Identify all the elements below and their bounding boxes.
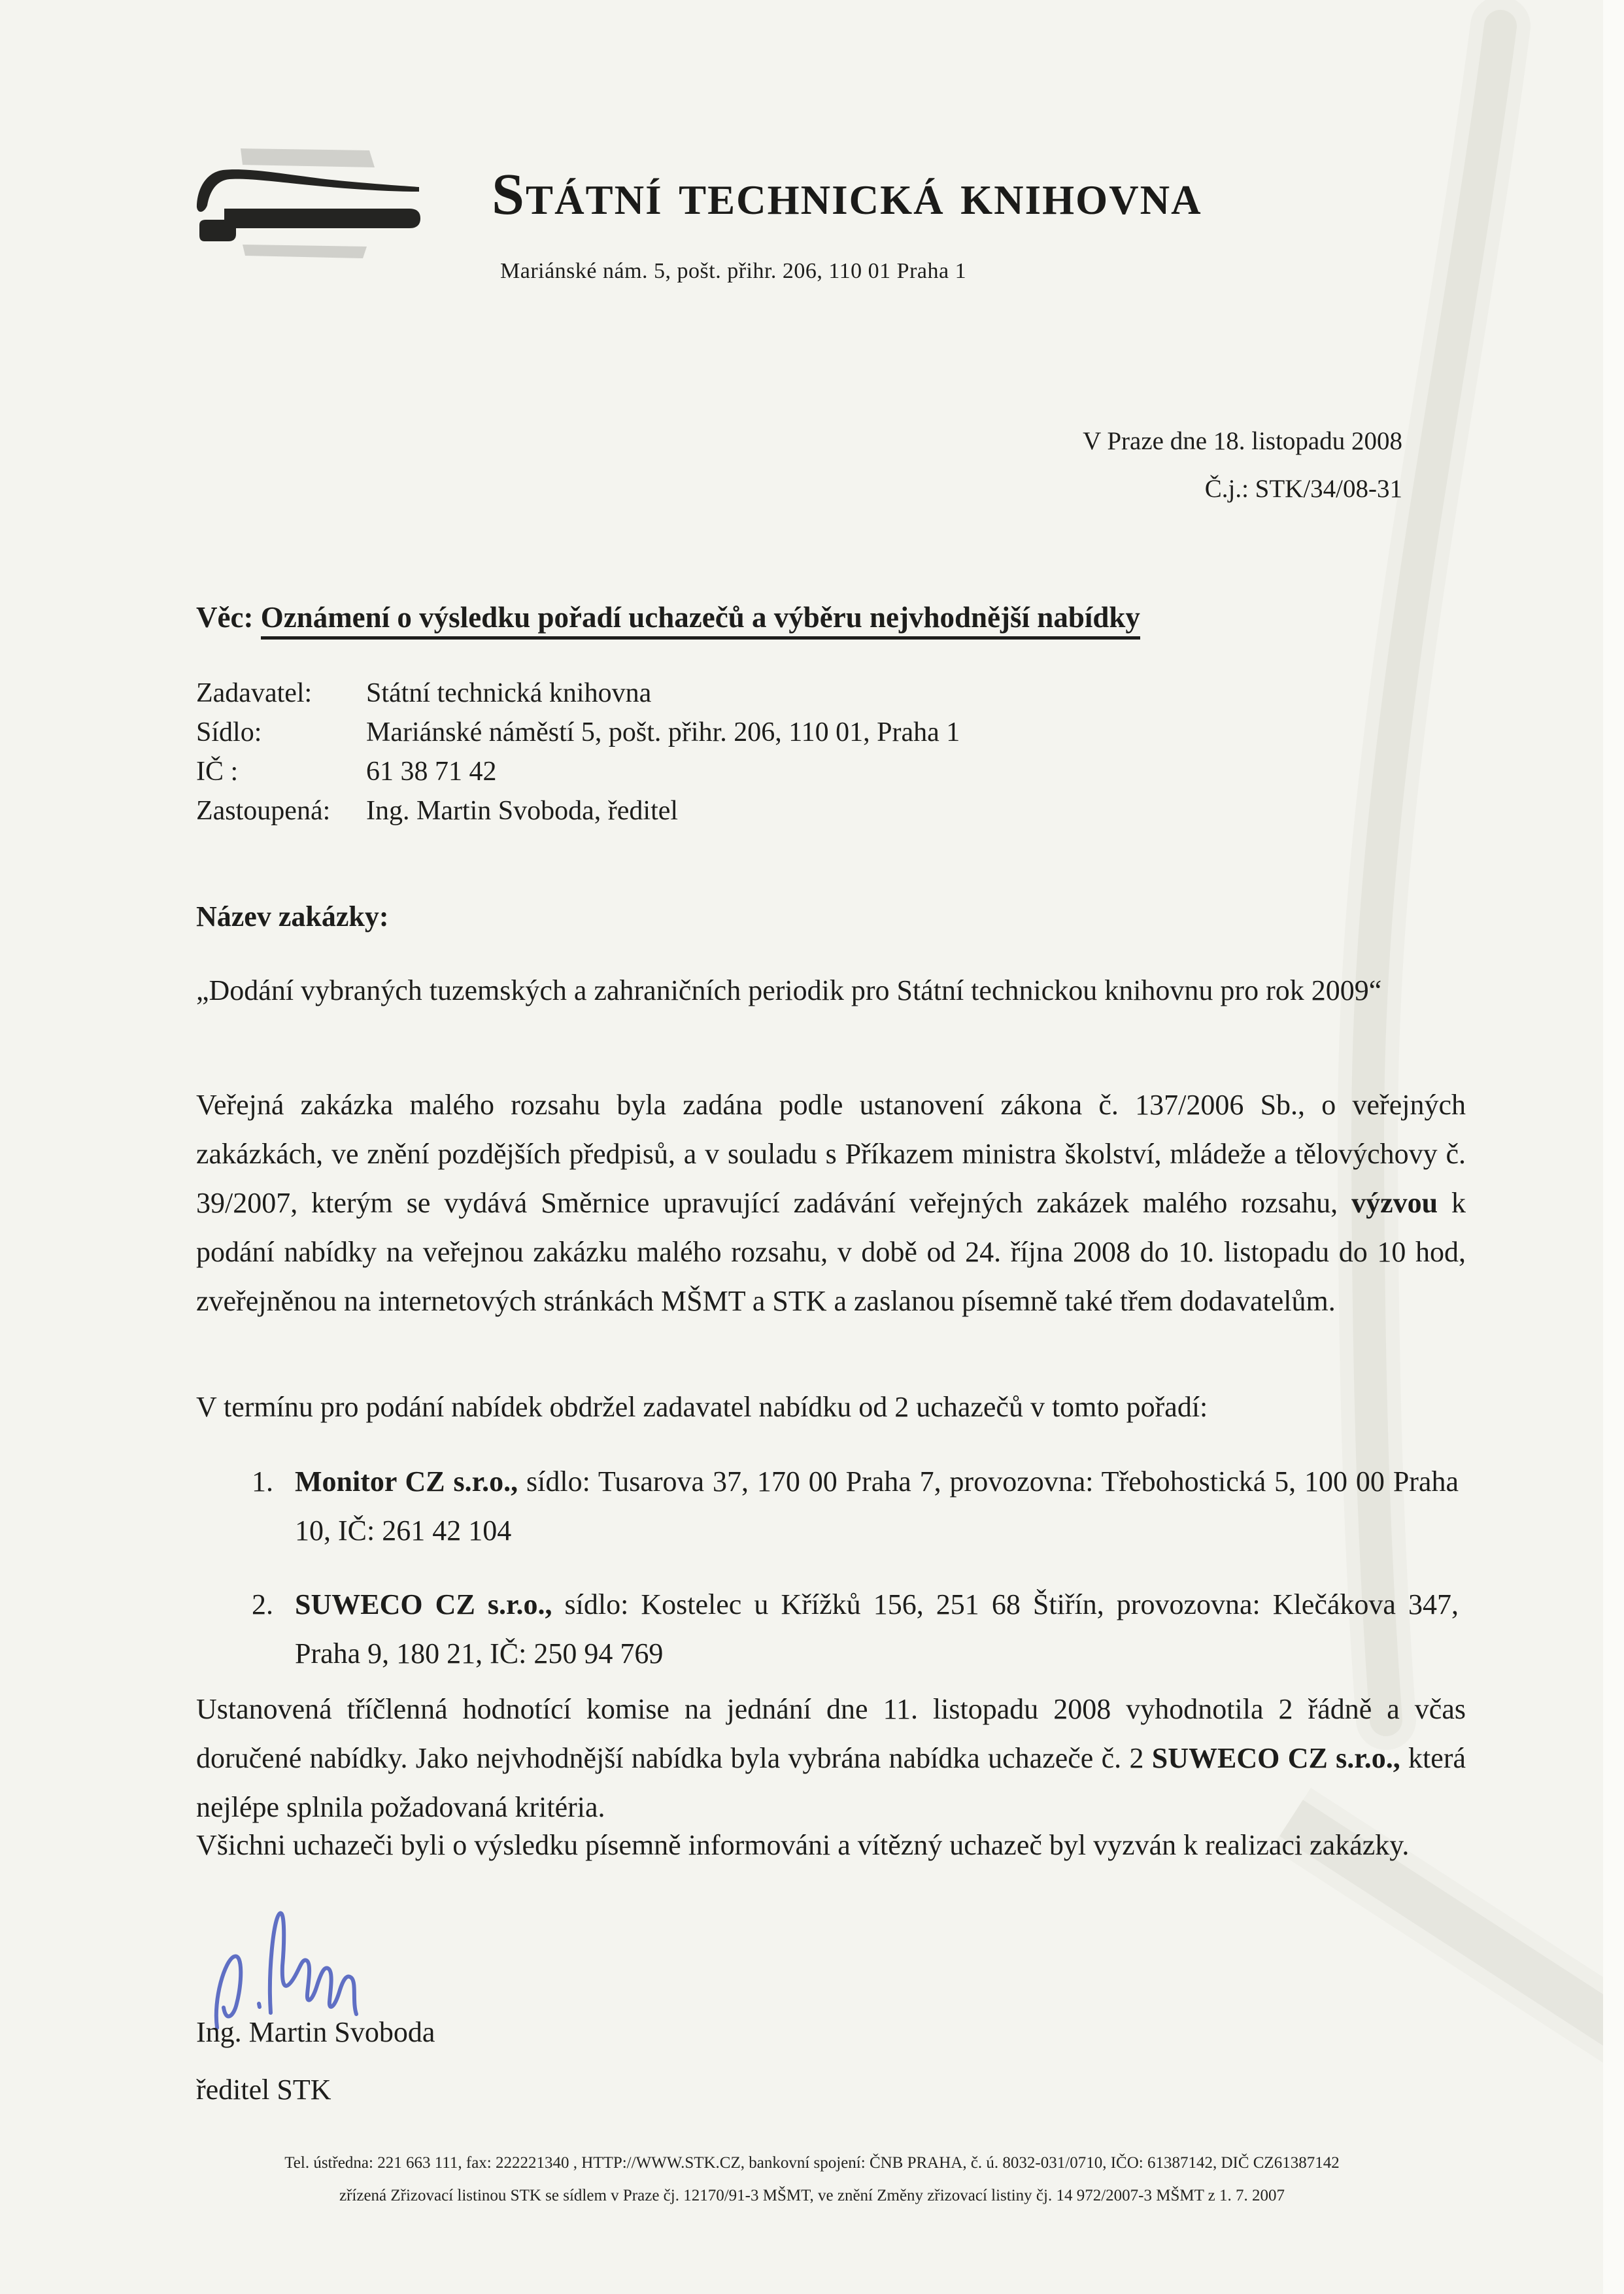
- meta-block: [968, 417, 1402, 513]
- paragraph-segment: která nejlépe splnila požadovaná kritéria.: [196, 1742, 1466, 1823]
- signatory-name: Ing. Martin Svoboda: [196, 2016, 435, 2048]
- detail-row-sidlo: [196, 713, 960, 752]
- subject-line: [196, 600, 1504, 634]
- paragraph-legal-basis: [196, 1080, 1466, 1326]
- reference-number: Č.j.: STK/34/08-31: [1204, 475, 1402, 503]
- logo-swoosh-shape: [197, 169, 419, 212]
- paragraph-bold-winner: SUWECO CZ s.r.o.,: [1151, 1742, 1400, 1774]
- list-item-bidder-2: [252, 1580, 1461, 1678]
- subject-label: Věc:: [196, 601, 254, 634]
- logo-halftone-band-bottom: [243, 245, 367, 258]
- paragraph-segment: k podání nabídky na veřejnou zakázku malého rozsahu, v době od 24. října 2008 do 10. listopadu do 10 hod, zveřejněnou na internetových stránkách MŠMT a STK a zaslanou písemně také třem dodavatelům.: [196, 1187, 1466, 1317]
- detail-label: IČ :: [196, 757, 239, 787]
- paragraph-segment: Ustanovená tříčlenná hodnotící komise na jednání dne 11. listopadu 2008 vyhodnotila 2 řádně a včas doručené nabídky. Jako nejvhodnější nabídka byla vybrána nabídka uchazeče č. 2: [196, 1693, 1466, 1774]
- letter-footer: [124, 2147, 1500, 2212]
- bidder-details: sídlo: Tusarova 37, 170 00 Praha 7, provozovna: Třebohostická 5, 100 00 Praha 10, IČ: 261 42 104: [295, 1465, 1459, 1547]
- letterhead-address: Mariánské nám. 5, pošt. přihr. 206, 110 01 Praha 1: [500, 259, 967, 283]
- paragraph-segment: Veřejná zakázka malého rozsahu byla zadána podle ustanovení zákona č. 137/2006 Sb., o veřejných zakázkách, ve znění pozdějších předpisů, a v souladu s Příkazem ministra školství, mládeže a tělovýchovy č. 39/2007, kterým se vydává Směrnice upravující zadávání veřejných zakázek malého rozsahu,: [196, 1089, 1466, 1219]
- signatory-role: ředitel STK: [196, 2074, 331, 2106]
- detail-value: Státní technická knihovna: [366, 678, 652, 708]
- letterhead-org-name: Státní technická knihovna: [492, 162, 1202, 227]
- logo-bar-shape: [199, 209, 420, 241]
- logo-halftone-band-top: [241, 148, 375, 167]
- footer-contact-line: Tel. ústředna: 221 663 111, fax: 222221340 , HTTP://WWW.STK.CZ, bankovní spojení: ČNB PRAHA, č. ú. 8032-031/0710, IČO: 61387142, DIČ CZ61387142: [284, 2154, 1340, 2172]
- list-item-number: 2.: [252, 1588, 273, 1620]
- bidder-name: SUWECO CZ s.r.o.,: [295, 1588, 552, 1620]
- contract-name-label: Název zakázky:: [196, 900, 389, 933]
- contract-name-quote: „Dodání vybraných tuzemských a zahraničních periodik pro Státní technickou knihovnu pro rok 2009“: [196, 974, 1382, 1006]
- list-item-number: 1.: [252, 1465, 273, 1498]
- detail-row-zastoupena: [196, 791, 960, 830]
- detail-row-zadavatel: [196, 674, 960, 713]
- list-item-text: [295, 1457, 1459, 1555]
- bidders-list: [252, 1457, 1461, 1703]
- detail-value: 61 38 71 42: [366, 757, 497, 787]
- place-date-line: V Praze dne 18. listopadu 2008: [1083, 427, 1402, 455]
- list-item-bidder-1: [252, 1457, 1461, 1555]
- subject-text: Oznámení o výsledku pořadí uchazečů a výběru nejvhodnější nabídky: [261, 601, 1140, 640]
- footer-charter-line: zřízená Zřizovací listinou STK se sídlem v Praze čj. 12170/91-3 MŠMT, ve znění Změny zřizovací listiny čj. 14 972/2007-3 MŠMT z 1. 7. 2007: [339, 2187, 1285, 2204]
- detail-value: Ing. Martin Svoboda, ředitel: [366, 796, 679, 826]
- paragraph-notification: Všichni uchazeči byli o výsledku písemně informováni a vítězný uchazeč byl vyzván k realizaci zakázky.: [196, 1829, 1410, 1861]
- detail-value: Mariánské náměstí 5, pošt. přihr. 206, 110 01, Praha 1: [366, 717, 960, 747]
- detail-label: Zadavatel:: [196, 678, 313, 708]
- list-item-text: [295, 1580, 1459, 1678]
- detail-label: Sídlo:: [196, 717, 262, 747]
- bidder-details: sídlo: Kostelec u Křížků 156, 251 68 Štiřín, provozovna: Klečákova 347, Praha 9, 180 21, IČ: 250 94 769: [295, 1588, 1459, 1669]
- detail-label: Zastoupená:: [196, 796, 331, 826]
- paragraph-evaluation: [196, 1685, 1466, 1832]
- stk-logo-icon: [185, 145, 447, 260]
- paragraph-bids-received: V termínu pro podání nabídek obdržel zadavatel nabídku od 2 uchazečů v tomto pořadí:: [196, 1391, 1208, 1423]
- paragraph-bold-vyzvou: výzvou: [1351, 1187, 1438, 1219]
- bidder-name: Monitor CZ s.r.o.,: [295, 1465, 518, 1498]
- contracting-authority-block: [196, 674, 960, 830]
- detail-row-ic: [196, 752, 960, 791]
